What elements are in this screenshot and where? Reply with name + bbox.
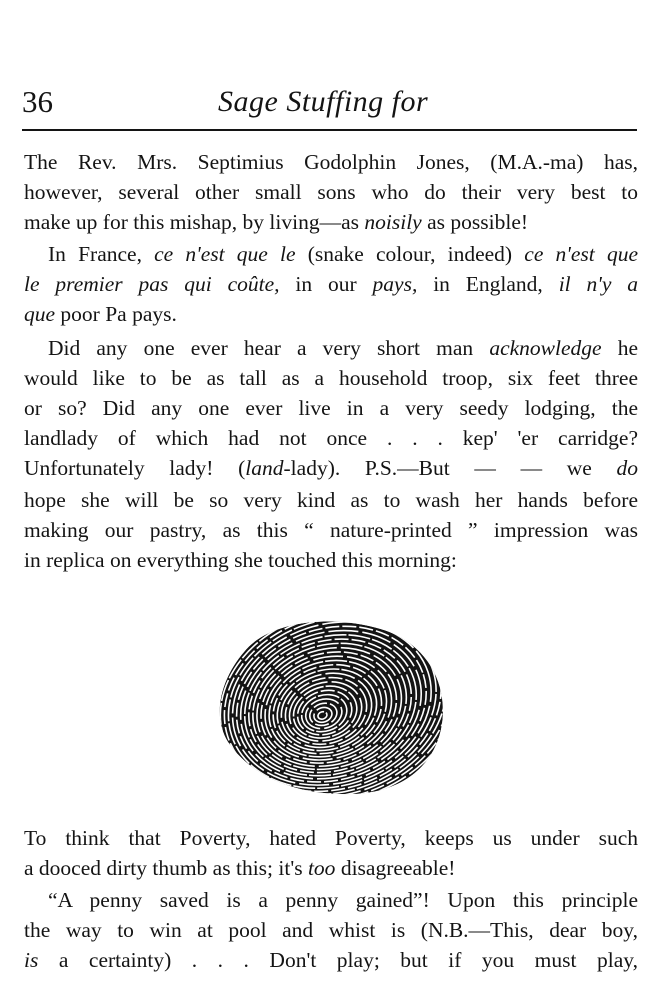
text-line: making our pastry, as this “ nature-printed ” impression was xyxy=(24,518,638,542)
text-line: To think that Poverty, hated Poverty, keeps us under such xyxy=(24,826,638,850)
text-line: the way to win at pool and whist is (N.B.—This, dear boy, xyxy=(24,918,638,942)
text-line: “A penny saved is a penny gained”! Upon this principle xyxy=(48,888,638,912)
text-line: is a certainty) . . . Don't play; but if you must play, xyxy=(24,948,638,972)
header-rule xyxy=(22,129,637,131)
italic-text: too xyxy=(307,856,336,880)
text-line: however, several other small sons who do their very best to xyxy=(24,180,638,204)
text-line: Unfortunately lady! (land-lady). P.S.—But — — we do xyxy=(24,456,638,480)
text-line: le premier pas qui coûte, in our pays, in England, il n'y a xyxy=(24,272,639,296)
text-line: or so? Did any one ever live in a very seedy lodging, the xyxy=(24,396,638,420)
italic-text: do xyxy=(616,456,638,480)
italic-text: is xyxy=(24,948,39,972)
text-line: hope she will be so very kind as to wash her hands before xyxy=(24,488,638,512)
text-line: que poor Pa pays. xyxy=(24,302,177,326)
italic-text: ce n'est que xyxy=(524,242,638,266)
page-header xyxy=(22,84,637,120)
italic-text: le premier pas qui coûte, xyxy=(24,272,280,296)
italic-text: que xyxy=(24,302,56,326)
italic-text: noisily xyxy=(364,210,422,234)
italic-text: pays, xyxy=(372,272,418,296)
text-line: The Rev. Mrs. Septimius Godolphin Jones, (M.A.-ma) has, xyxy=(24,150,638,174)
italic-text: ce n'est que le xyxy=(154,242,296,266)
text-line: in replica on everything she touched this morning: xyxy=(24,548,457,572)
text-line: In France, ce n'est que le (snake colour, indeed) ce n'est que xyxy=(48,242,638,266)
text-line: landlady of which had not once . . . kep' 'er carridge? xyxy=(24,426,638,450)
text-line: a dooced dirty thumb as this; it's too disagreeable! xyxy=(24,856,456,880)
page-number: 36 xyxy=(22,84,53,119)
text-line: Did any one ever hear a very short man acknowledge he xyxy=(48,336,638,360)
italic-text: il n'y a xyxy=(558,272,639,296)
text-line: would like to be as tall as a household troop, six feet three xyxy=(24,366,638,390)
running-title: Sage Stuffing for xyxy=(218,85,429,118)
italic-text: land xyxy=(245,456,284,480)
thumbprint-icon xyxy=(214,612,446,796)
thumbprint-ridges xyxy=(214,612,446,796)
text-line: make up for this mishap, by living—as noisily as possible! xyxy=(24,210,529,234)
italic-text: acknowledge xyxy=(489,336,602,360)
